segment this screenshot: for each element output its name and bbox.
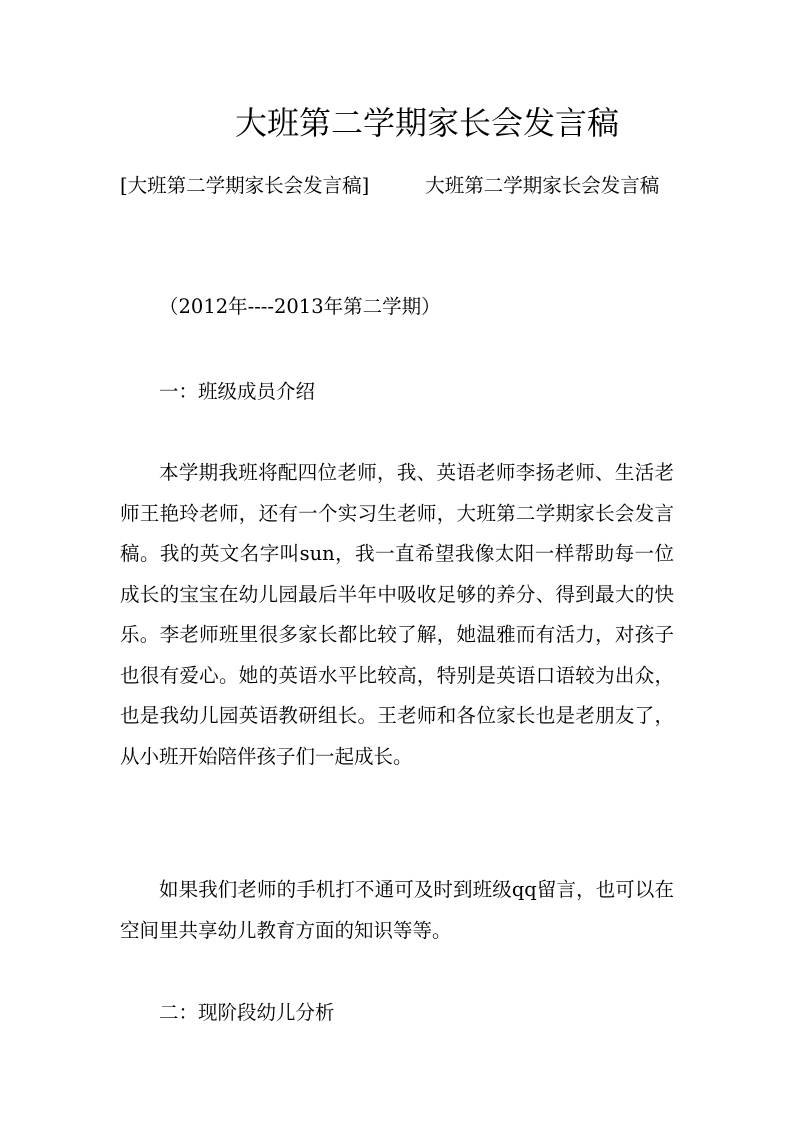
subtitle-repeat: 大班第二学期家长会发言稿	[425, 174, 660, 197]
subtitle-bracket: [大班第二学期家长会发言稿]	[120, 174, 370, 197]
section1-paragraph-2: 如果我们老师的手机打不通可及时到班级qq留言，也可以在空间里共享幼儿教育方面的知识等等。	[120, 878, 674, 942]
section1-paragraph-1: 本学期我班将配四位老师，我、英语老师李扬老师、生活老师王艳玲老师，还有一个实习生老师，大班第二学期家长会发言稿。我的英文名字叫sun，我一直希望我像太阳一样帮助每一位成长的宝宝在幼儿园最后半年中吸收足够的养分、得到最大的快乐。李老师班里很多家长都比较了解，她温雅而有活力，对孩子也很有爱心。她的英语水平比较高，特别是英语口语较为出众，也是我幼儿园英语教研组长。王老师和各位家长也是老朋友了，从小班开始陪伴孩子们一起成长。	[120, 461, 674, 768]
document-title: 大班第二学期家长会发言稿	[234, 104, 619, 142]
section1-heading: 一：班级成员介绍	[159, 380, 316, 403]
subtitle-line	[120, 166, 674, 206]
section2-heading: 二：现阶段幼儿分析	[159, 1001, 335, 1024]
term-line: （2012年----2013年第二学期）	[159, 295, 441, 318]
